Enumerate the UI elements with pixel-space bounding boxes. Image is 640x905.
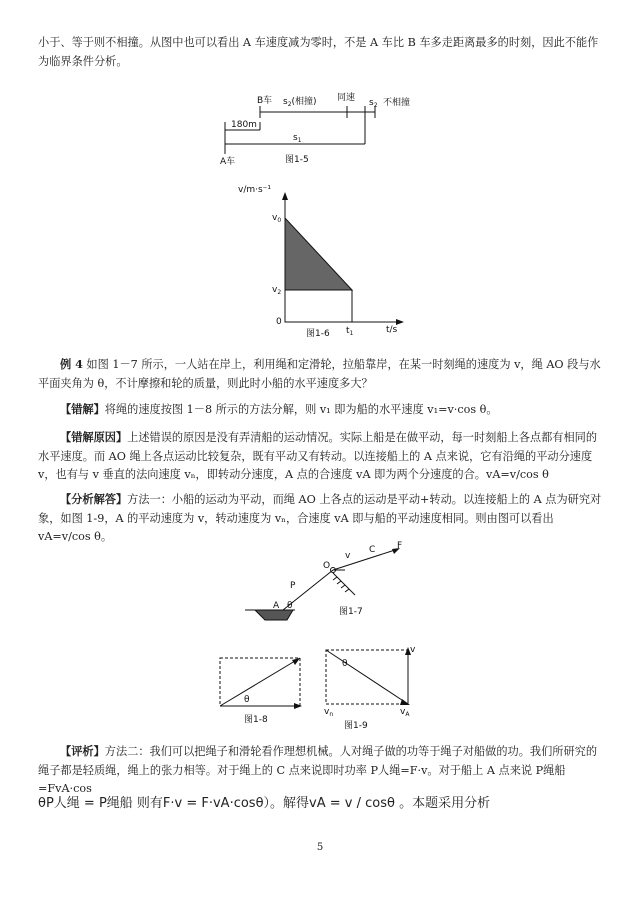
fig19-vA: $v_A$ [400,707,410,718]
figure-1-9 [318,644,428,734]
fig18-caption: 图1-8 [244,715,268,725]
fig17-theta: θ [287,601,293,611]
fig15-s2: $s_2$(相撞) [283,97,317,108]
figure-1-7 [245,540,415,640]
fig15-180m: 180m [231,120,257,130]
fig15-s2p: $s_2$ [369,98,378,109]
fig16-v0: $v_0$ [272,213,282,224]
answer-text: 方法一：小船的运动为平动，而绳 AO 上各点的运动是平动+转动。以连接船上的 A 点为研究对象，如图 1-9，A 的平动速度为 v，转动速度为 vₙ，合速度 vA 即与船的平动速度相同。则由图可以看出 vA=v/cos θ。 [38,493,602,543]
formula-line: θP人绳 = P绳船 则有F·v = F·vA·cosθ）。解得vA = v / cosθ 。本题采用分析 [38,796,491,811]
fig19-v: v [410,645,416,655]
comment [38,742,608,799]
fig19-theta: θ [342,659,348,669]
fig17-caption: 图1-7 [339,607,363,617]
answer-label: 【分析解答】 [60,492,128,506]
fig16-caption: 图1-6 [306,329,330,339]
fig16-ylabel: v/m·s⁻¹ [238,185,272,195]
example-4-label: 例 4 [60,357,83,371]
fig15-same-speed: 同速 [337,93,356,103]
fig15-no-collide: 不相撞 [383,98,411,108]
fig16-t1: $t_1$ [346,326,354,337]
fig16-v2: $v_2$ [272,285,282,296]
wrong-text: 将绳的速度按图 1－8 所示的方法分解，则 v₁ 即为船的水平速度 v₁=v·cos θ。 [104,403,498,416]
figure-1-8 [210,648,310,726]
fig17-F: F [397,541,403,551]
figure-1-6 [228,182,418,342]
example-4 [38,355,608,393]
figure-1-5 [215,92,415,172]
fig15-a-car: A车 [220,157,236,167]
fig18-theta: θ [244,695,250,705]
wrong-solution [38,400,608,420]
fig19-caption: 图1-9 [344,721,368,731]
page-number: 5 [316,842,324,853]
fig17-P: P [290,581,296,591]
fig17-A: A [273,601,280,611]
fig15-b-car: B车 [257,96,273,106]
fig17-C: C [369,545,376,555]
fig17-v: v [345,551,351,561]
analysis-answer [38,490,608,547]
comment-text: 方法二：我们可以把绳子和滑轮看作理想机械。人对绳子做的功等于绳子对船做的功。我们所研究的绳子都是轻质绳，绳上的张力相等。对于绳上的 C 点来说即时功率 P人绳=F·v。对于船上 A 点来说 P绳船=FvA·cos [38,745,598,795]
reason-text: 上述错误的原因是没有弄清船的运动情况。实际上船是在做平动，每一时刻船上各点都有相同的水平速度。而 AO 绳上各点运动比较复杂，既有平动又有转动。以连接船上的 A 点来说，它有沿绳的平动分速度 v，也有与 v 垂直的法向速度 vₙ，即转动分速度，A 点的合速度 vA 即为两个分速度的合。vA=v/cos θ [38,431,598,481]
fig16-xlabel: t/s [386,325,398,335]
fig15-s1: $s_1$ [293,133,302,144]
wrong-label: 【错解】 [60,402,105,416]
fig17-O: O [323,561,331,571]
fig15-caption: 图1-5 [285,155,309,165]
comment-label: 【评析】 [60,744,105,758]
fig19-vn: $v_n$ [324,707,334,718]
fig16-origin: 0 [276,317,282,327]
reason-label: 【错解原因】 [60,430,128,444]
wrong-reason [38,428,608,485]
example-4-text: 如图 1－7 所示，一人站在岸上，利用绳和定滑轮，拉船靠岸，在某一时刻绳的速度为 v，绳 AO 段与水平面夹角为 θ，不计摩擦和轮的质量，则此时小船的水平速度多大？ [38,358,601,390]
paragraph-intro: 小于、等于则不相撞。从图中也可以看出 A 车速度减为零时，不是 A 车比 B 车多走距离最多的时刻，因此不能作为临界条件分析。 [38,36,599,68]
